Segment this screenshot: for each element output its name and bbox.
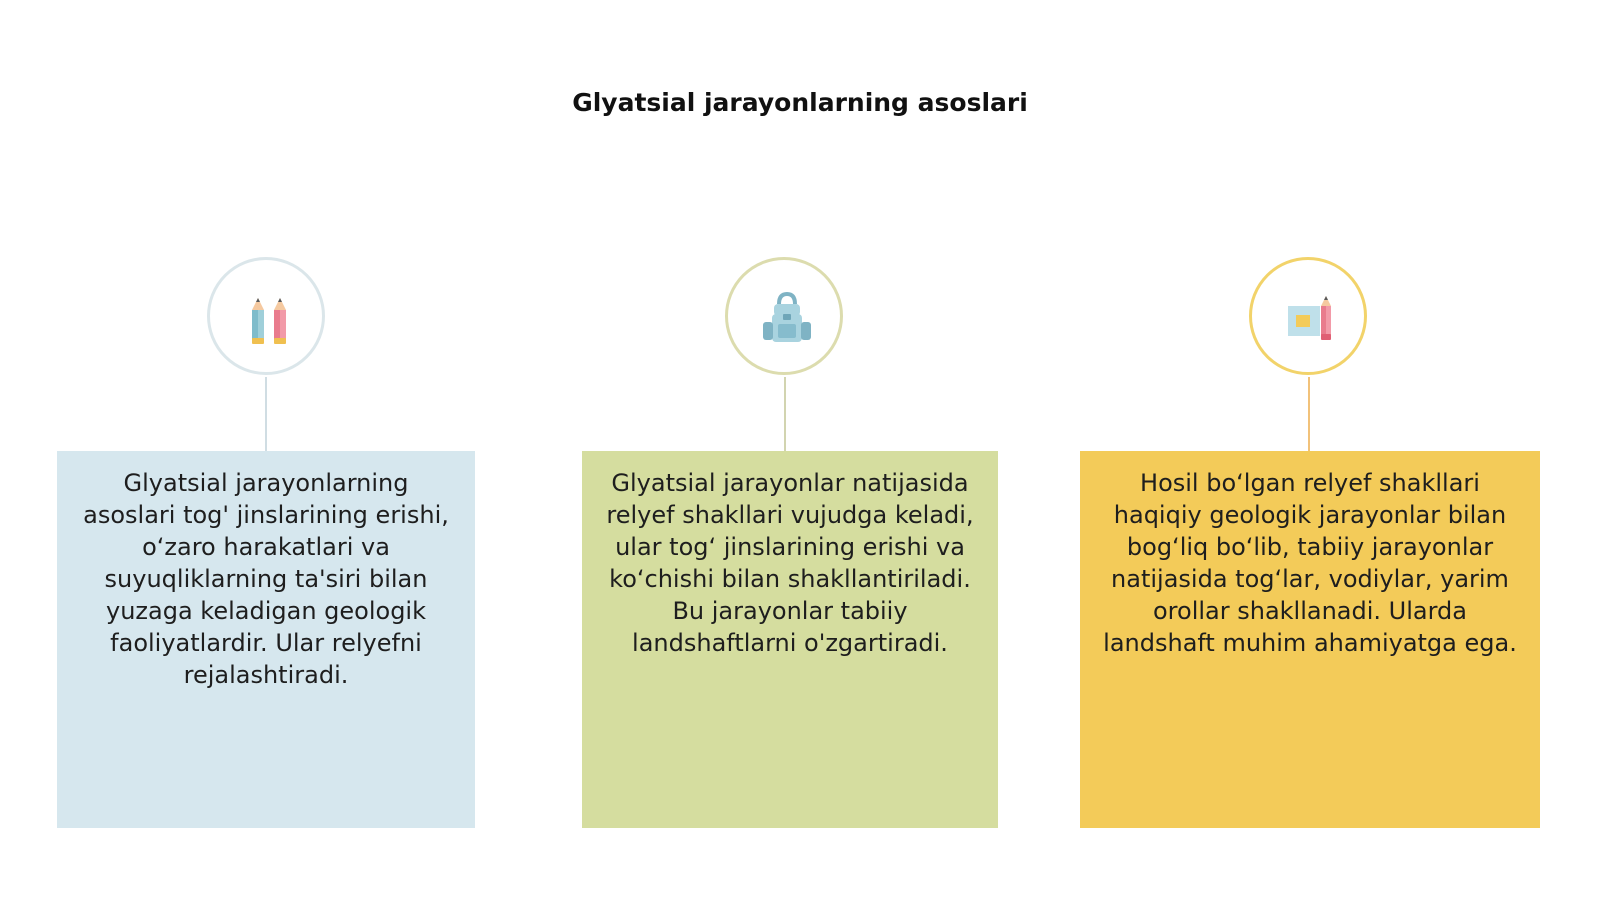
info-card-1	[57, 451, 475, 828]
info-card-1-text: Glyatsial jarayonlarning asoslari tog' jinslarining erishi, o‘zaro harakatlari va suyuqliklarning ta'siri bilan yuzaga keladigan geologik faoliyatlardir. Ular relyefni rejalashtiradi.	[83, 469, 449, 689]
connector-line-2	[784, 377, 786, 451]
info-card-3-text: Hosil bo‘lgan relyef shakllari haqiqiy geologik jarayonlar bilan bog‘liq bo‘lib, tabiiy jarayonlar natijasida tog‘lar, vodiylar, yarim orollar shakllanadi. Ularda landshaft muhim ahamiyatga ega.	[1103, 469, 1517, 657]
connector-line-3	[1308, 377, 1310, 451]
icon-circle-2	[725, 257, 843, 375]
backpack-icon	[752, 284, 822, 354]
info-card-2	[582, 451, 998, 828]
info-card-2-text: Glyatsial jarayonlar natijasida relyef shakllari vujudga keladi, ular tog‘ jinslarining erishi va ko‘chishi bilan shakllantiriladi. Bu jarayonlar tabiiy landshaftlarni o'zgartiradi.	[606, 469, 974, 657]
icon-circle-3	[1249, 257, 1367, 375]
page-title: Glyatsial jarayonlarning asoslari	[572, 88, 1028, 117]
pencils-icon	[234, 284, 304, 354]
canvas-pencil-icon	[1276, 284, 1346, 354]
connector-line-1	[265, 377, 267, 451]
icon-circle-1	[207, 257, 325, 375]
info-card-3	[1080, 451, 1540, 828]
